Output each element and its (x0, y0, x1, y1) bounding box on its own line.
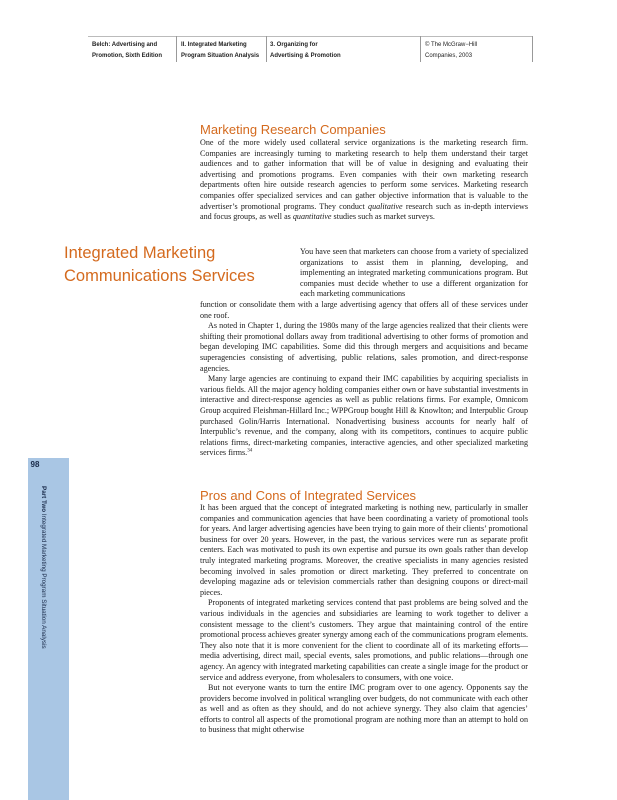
header-copyright: © The McGraw−Hill Companies, 2003 (425, 42, 478, 59)
section-title-imc: Integrated Marketing Communications Services (64, 244, 255, 285)
section-heading-pros-cons: Pros and Cons of Integrated Services (200, 488, 417, 503)
header-divider (532, 36, 533, 62)
sidebar-part-title: Part Two Integrated Marketing Program Situation Analysis (40, 486, 47, 649)
section-lead-imc: You have seen that marketers can choose from a variety of specialized organizations to assist them in planning, developing, and implementing an integrated marketing communications program. But companies must decide whether to use a different organization for each marketing communications (300, 247, 528, 299)
section-body-imc: function or consolidate them with a large advertising agency that offers all of these services under one roof. As noted in Chapter 1, during the 1980s many of the large agencies realized that their clients were shifting their promotional dollars away from traditional advertising to other forms of promotion and began developing IMC capabilities. Some did this through mergers and acquisitions and became superagencies consisting of advertising, public relations, sales promotion, and direct-response agencies. Many large agencies are continuing to expand their IMC capabilities by acquiring specialists in various fields. All the major agency holding companies either own or have substantial investments in interactive and direct-response agencies as well as public relations firms. For example, Omnicom Group acquired Fleishman-Hillard Inc.; WPPGroup bought Hill & Knowlton; and Interpublic Group purchased Golin/Harris International. Nonadvertising business accounts for nearly half of Interpublic’s revenue, and the company, along with its competitors, continues to acquire public relations firms, direct-marketing companies, interactive agencies, and other specialized marketing services firms.$^{34}$ (200, 300, 528, 458)
page-number: 98 (30, 460, 40, 469)
footnote-ref: 34 (247, 448, 253, 454)
header-divider (266, 36, 267, 62)
section-body-research: One of the more widely used collateral service organizations is the marketing research firm. Companies are increasingly turning to marketing research to help them understand their target audiences and to gather information that will be of value in designing and evaluating their advertising and promotions programs. Even companies with their own marketing research departments often hire outside research agencies to perform some services. Marketing research companies offer specialized services and can gather objective information that is valuable to the advertiser’s promotional programs. They conduct qualitative research such as in-depth interviews and focus groups, as well as quantitative studies such as market surveys. (200, 138, 528, 222)
section-body-pros-cons: It has been argued that the concept of integrated marketing is nothing new, particularly in smaller companies and communication agencies that have been coordinating a variety of promotional tools for years. And larger advertising agencies have been trying to gain more of their clients’ promotional business for over 20 years. However, in the past, the various services were run as separate profit centers. Each was motivated to push its own expertise and pursue its own goals rather than develop truly integrated marketing programs. Moreover, the creative specialists in many agencies resisted becoming involved in sales promotion or direct marketing. They preferred to concentrate on developing magazine ads or television commercials rather than designing coupons or direct-mail pieces. Proponents of integrated marketing services contend that past problems are being solved and the various individuals in the agencies and subsidiaries are learning to work together to deliver a consistent message to the client’s customers. They argue that maintaining control of the entire promotional process achieves greater synergy among each of the communications program elements. They also note that it is more convenient for the client to coordinate all of its marketing efforts—media advertising, direct mail, special events, sales promotions, and public relations—through one agency. An agency with integrated marketing capabilities can create a single image for the product or service and address everyone, from wholesalers to consumers, with one voice. But not everyone wants to turn the entire IMC program over to one agency. Opponents say the providers become involved in political wrangling over budgets, do not communicate with each other as well and as often as they should, and do not achieve synergy. They also claim that agencies’ efforts to control all aspects of the promotional program are nothing more than an attempt to hold on to business that might otherwise (200, 503, 528, 735)
header-book-title: Belch: Advertising and Promotion, Sixth Edition (92, 42, 162, 59)
header-rule (88, 36, 532, 37)
page-sidebar (28, 458, 69, 800)
header-divider (176, 36, 177, 62)
header-chapter-title: 3. Organizing for Advertising & Promotion (270, 42, 341, 59)
header-part-title: II. Integrated Marketing Program Situation Analysis (181, 42, 260, 59)
section-heading-research: Marketing Research Companies (200, 122, 386, 137)
header-divider (420, 36, 421, 62)
